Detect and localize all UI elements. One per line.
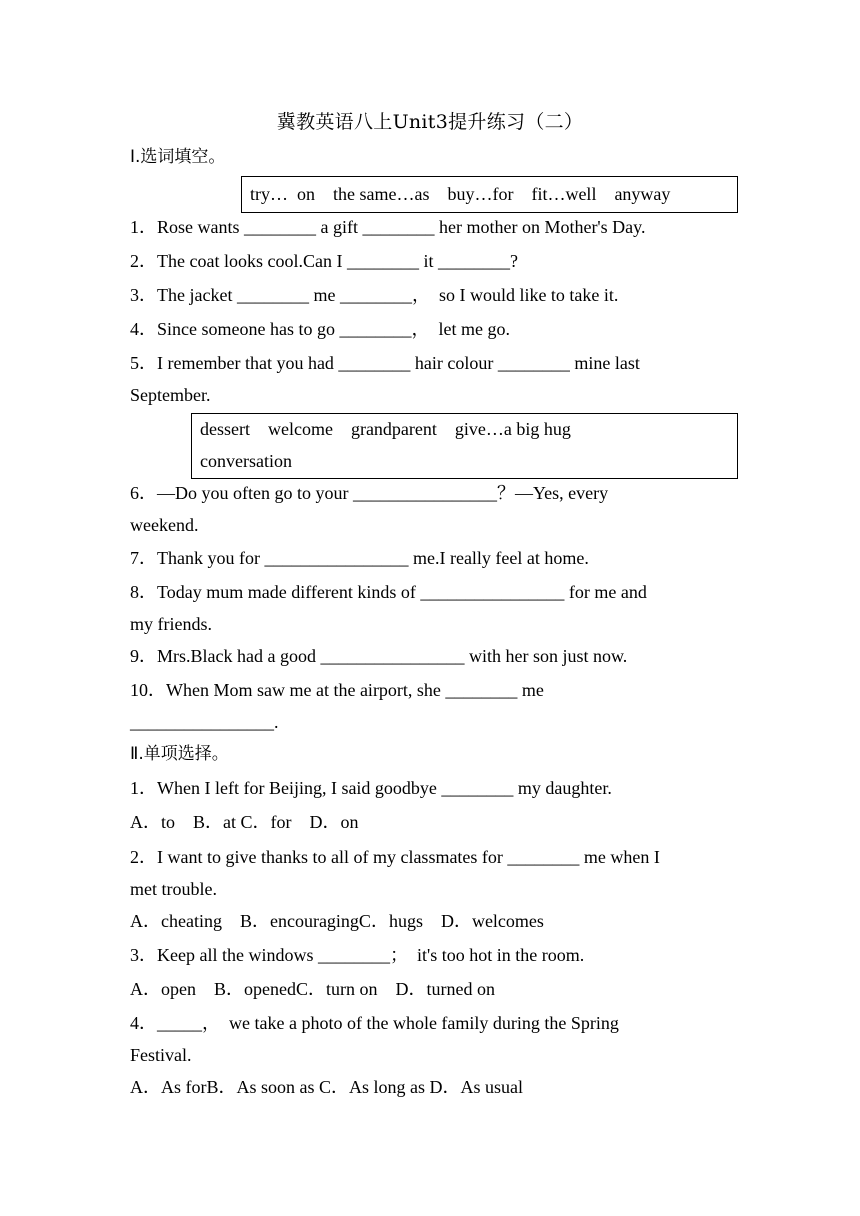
question-2-3-options: A．open B．openedC．turn on D．turned on bbox=[130, 979, 495, 999]
section-2-heading: Ⅱ.单项选择。 bbox=[130, 744, 229, 764]
word-box-2 bbox=[191, 413, 738, 479]
question-1-3: 3．The jacket ________ me ________， so I would like to take it. bbox=[130, 285, 619, 305]
question-1-6-line-1: 6．—Do you often go to your ________________？—Yes, every bbox=[130, 483, 609, 503]
question-1-7: 7．Thank you for ________________ me.I really feel at home. bbox=[130, 548, 589, 568]
question-1-5-line-2: September. bbox=[130, 385, 211, 405]
question-2-1: 1．When I left for Beijing, I said goodbye ________ my daughter. bbox=[130, 778, 612, 798]
question-2-2-line-2: met trouble. bbox=[130, 879, 217, 899]
question-1-8-line-2: my friends. bbox=[130, 614, 212, 634]
question-1-8-line-1: 8．Today mum made different kinds of ________________ for me and bbox=[130, 582, 647, 602]
question-1-4: 4．Since someone has to go ________， let me go. bbox=[130, 319, 510, 339]
question-2-2-options: A．cheating B．encouragingC．hugs D．welcomes bbox=[130, 911, 544, 931]
page-title: 冀教英语八上Unit3提升练习（二） bbox=[276, 111, 584, 133]
question-1-9: 9．Mrs.Black had a good ________________ with her son just now. bbox=[130, 646, 628, 666]
question-2-4-line-2: Festival. bbox=[130, 1045, 192, 1065]
word-box-1-text: try… on the same…as buy…for fit…well anyway bbox=[250, 184, 671, 204]
section-1-heading: Ⅰ.选词填空。 bbox=[130, 147, 226, 167]
question-2-1-options: A．to B．at C．for D．on bbox=[130, 812, 359, 832]
question-1-10-line-2: ________________. bbox=[130, 712, 279, 732]
question-1-10-line-1: 10．When Mom saw me at the airport, she ________ me bbox=[130, 680, 544, 700]
question-1-5-line-1: 5．I remember that you had ________ hair colour ________ mine last bbox=[130, 353, 640, 373]
question-2-2-line-1: 2．I want to give thanks to all of my classmates for ________ me when I bbox=[130, 847, 660, 867]
question-2-3: 3．Keep all the windows ________； it's too hot in the room. bbox=[130, 945, 585, 965]
word-box-1 bbox=[241, 176, 738, 213]
question-1-1: 1．Rose wants ________ a gift ________ her mother on Mother's Day. bbox=[130, 217, 646, 237]
word-box-2-line-1: dessert welcome grandparent give…a big hug bbox=[200, 419, 571, 439]
question-1-6-line-2: weekend. bbox=[130, 515, 199, 535]
word-box-2-line-2: conversation bbox=[200, 451, 292, 471]
question-2-4-line-1: 4．_____， we take a photo of the whole family during the Spring bbox=[130, 1013, 619, 1033]
question-2-4-options: A．As forB．As soon as C．As long as D．As usual bbox=[130, 1077, 524, 1097]
question-1-2: 2．The coat looks cool.Can I ________ it ________? bbox=[130, 251, 518, 271]
